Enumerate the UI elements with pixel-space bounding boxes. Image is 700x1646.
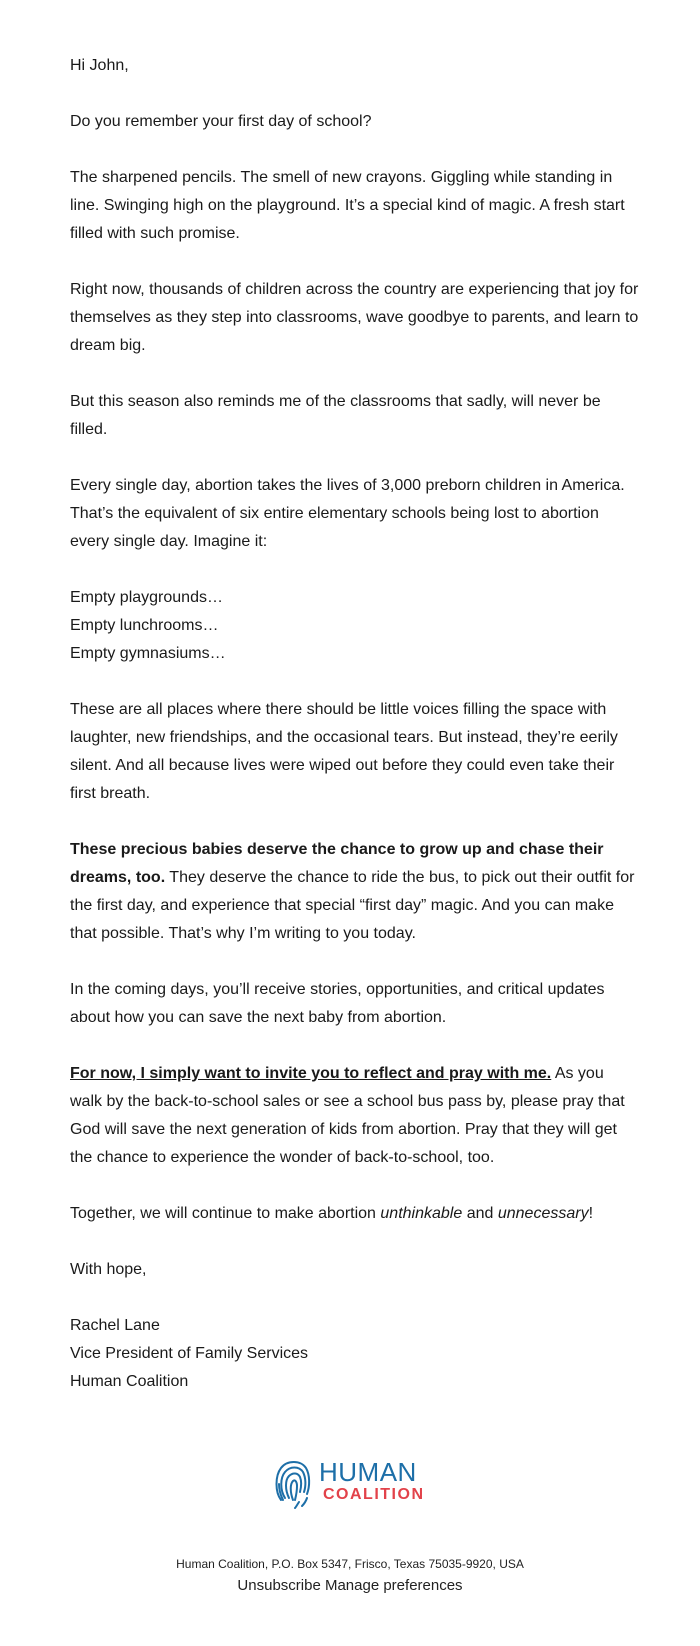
signature-title: Vice President of Family Services	[70, 1345, 309, 1362]
paragraph-coming-days: In the coming days, you’ll receive stories, opportunities, and critical updates about how you can save the next baby from abortion.	[70, 981, 605, 1026]
fingerprint-icon	[273, 1454, 313, 1510]
paragraph-first-day: Do you remember your first day of school?	[70, 113, 372, 130]
paragraph-together: Together, we will continue to make abortion unthinkable and unnecessary!	[70, 1205, 594, 1222]
signature-block	[70, 1312, 640, 1396]
emphasis-underline-text: For now, I simply want to invite you to reflect and pray with me.	[70, 1065, 552, 1082]
human-coalition-logo[interactable]	[273, 1454, 433, 1514]
signature-org: Human Coalition	[70, 1373, 189, 1390]
list-item: Empty playgrounds…	[70, 589, 223, 606]
logo-text-human: HUMAN	[319, 1457, 417, 1487]
paragraph-silent: These are all places where there should be little voices filling the space with laughter, new friendships, and the occasional tears. But instead, they’re eerily silent. And all because lives were wiped out before they could even take their first breath.	[70, 701, 618, 802]
emphasis-text: These precious babies deserve the chance to grow up and chase their dreams, too.	[70, 841, 604, 886]
paragraph-deserve: These precious babies deserve the chance to grow up and chase their dreams, too. They deserve the chance to ride the bus, to pick out their outfit for the first day, and experience that special “first day” magic. And you can make that possible. That’s why I’m writing to you today.	[70, 841, 635, 942]
manage-preferences-link[interactable]: Manage preferences	[324, 1577, 463, 1594]
logo-text-coalition: COALITION	[323, 1486, 425, 1503]
signature-name: Rachel Lane	[70, 1317, 160, 1334]
greeting: Hi John,	[70, 57, 129, 74]
paragraph-season: But this season also reminds me of the classrooms that sadly, will never be filled.	[70, 393, 601, 438]
list-item: Empty gymnasiums…	[70, 645, 226, 662]
unsubscribe-link[interactable]: Unsubscribe	[237, 1577, 321, 1594]
paragraph-memories: The sharpened pencils. The smell of new crayons. Giggling while standing in line. Swinging high on the playground. It’s a special kind of magic. A fresh start filled with such promise.	[70, 169, 625, 242]
list-item: Empty lunchrooms…	[70, 617, 219, 634]
paragraph-statistics: Every single day, abortion takes the lives of 3,000 preborn children in America. That’s the equivalent of six entire elementary schools being lost to abortion every single day. Imagine it:	[70, 477, 625, 550]
footer-links	[0, 1576, 700, 1596]
paragraph-right-now: Right now, thousands of children across the country are experiencing that joy for themselves as they step into classrooms, wave goodbye to parents, and learn to dream big.	[70, 281, 639, 354]
paragraph-pray: For now, I simply want to invite you to reflect and pray with me. As you walk by the back-to-school sales or see a school bus pass by, please pray that God will save the next generation of kids from abortion. Pray that they will get the chance to experience the wonder of back-to-school, too.	[70, 1065, 625, 1166]
footer-address: Human Coalition, P.O. Box 5347, Frisco, Texas 75035-9920, USA	[176, 1557, 524, 1571]
empty-places-list	[70, 584, 640, 668]
email-body	[70, 52, 640, 1396]
closing: With hope,	[70, 1261, 147, 1278]
